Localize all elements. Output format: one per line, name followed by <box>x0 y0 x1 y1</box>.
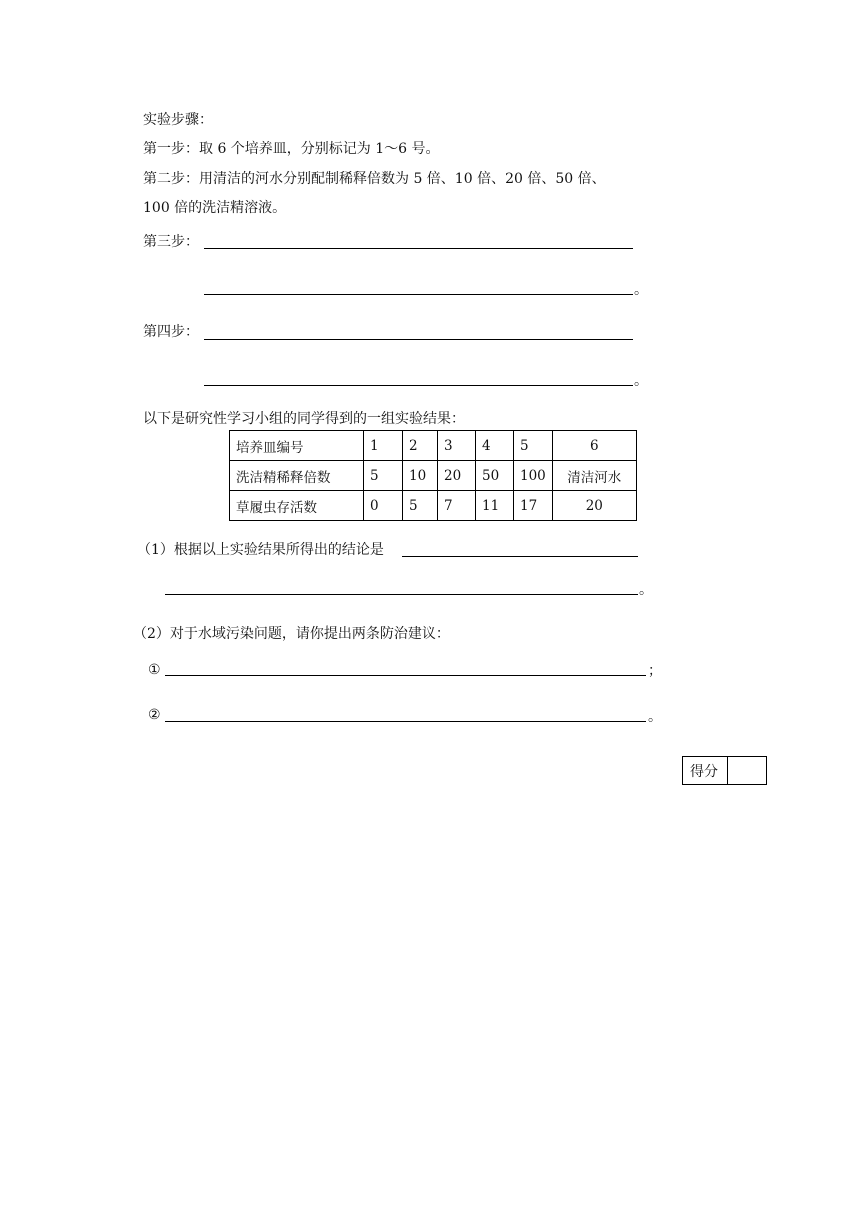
table-cell: 100 <box>514 461 553 491</box>
row-label: 草履虫存活数 <box>230 491 364 521</box>
table-cell: 10 <box>403 461 438 491</box>
results-intro: 以下是研究性学习小组的同学得到的一组实验结果： <box>143 411 465 427</box>
table-cell: 5 <box>364 461 403 491</box>
table-cell: 3 <box>438 431 476 461</box>
table-cell: 5 <box>403 491 438 521</box>
table-row <box>230 491 637 521</box>
table-cell: 2 <box>403 431 438 461</box>
step-3-period: 。 <box>634 282 648 298</box>
step-3-label: 第三步： <box>143 234 199 250</box>
table-cell: 5 <box>514 431 553 461</box>
step-4-answer-line-2[interactable] <box>204 385 633 386</box>
table-cell: 20 <box>438 461 476 491</box>
step-3-answer-line-1[interactable] <box>204 248 633 249</box>
row-label: 培养皿编号 <box>230 431 364 461</box>
score-value[interactable] <box>728 757 767 785</box>
suggestion-1-answer-line[interactable] <box>165 675 646 676</box>
question-1-period: 。 <box>639 582 653 598</box>
steps-heading: 实验步骤： <box>143 112 213 128</box>
table-cell: 0 <box>364 491 403 521</box>
table-cell: 7 <box>438 491 476 521</box>
question-1-answer-line-1[interactable] <box>402 556 638 557</box>
table-cell: 50 <box>476 461 514 491</box>
suggestion-1-end: ； <box>648 663 662 679</box>
score-box <box>682 756 767 785</box>
step-4-period: 。 <box>634 373 648 389</box>
table-row <box>230 461 637 491</box>
suggestion-2-answer-line[interactable] <box>165 721 646 722</box>
question-1-answer-line-2[interactable] <box>165 594 638 595</box>
table-row <box>230 431 637 461</box>
suggestion-2-end: 。 <box>648 709 662 725</box>
score-label: 得分 <box>683 757 728 785</box>
table-cell: 20 <box>552 491 636 521</box>
question-1-prompt: （1）根据以上实验结果所得出的结论是 <box>137 542 384 558</box>
table-cell: 17 <box>514 491 553 521</box>
question-2-prompt: （2）对于水域污染问题，请你提出两条防治建议： <box>133 626 450 642</box>
step-1-text: 第一步：取 6 个培养皿，分别标记为 1～6 号。 <box>143 141 440 157</box>
table-cell: 6 <box>552 431 636 461</box>
step-2-text-line2: 100 倍的洗洁精溶液。 <box>143 200 287 216</box>
step-2-text-line1: 第二步：用清洁的河水分别配制稀释倍数为 5 倍、10 倍、20 倍、50 倍、 <box>143 171 606 187</box>
suggestion-1-marker: ① <box>148 662 161 678</box>
table-cell: 4 <box>476 431 514 461</box>
step-4-answer-line-1[interactable] <box>204 339 633 340</box>
table-cell: 清洁河水 <box>552 461 636 491</box>
step-3-answer-line-2[interactable] <box>204 294 633 295</box>
results-table <box>229 430 637 521</box>
step-4-label: 第四步： <box>143 324 199 340</box>
row-label: 洗洁精稀释倍数 <box>230 461 364 491</box>
suggestion-2-marker: ② <box>148 707 161 723</box>
table-cell: 1 <box>364 431 403 461</box>
table-cell: 11 <box>476 491 514 521</box>
